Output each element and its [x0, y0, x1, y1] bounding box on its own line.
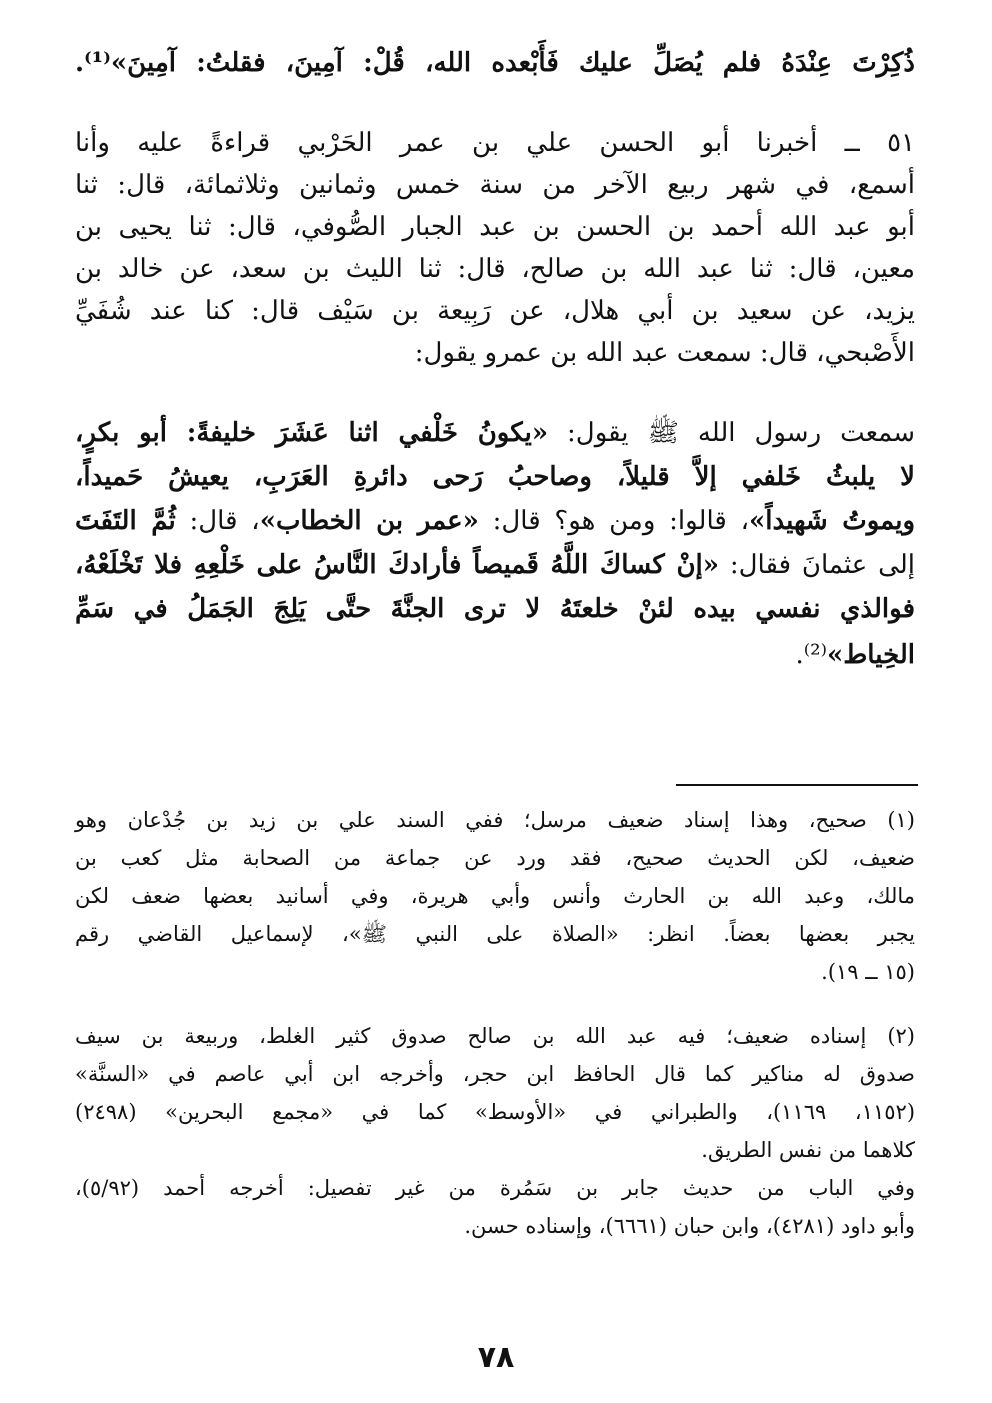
hadith-text-line-5: فوالذي نفسي بيده لئنْ خلعتَهُ لا ترى الجنَّةَ حتَّى يَلِجَ الجَمَلُ في سَمِّ: [75, 594, 915, 624]
hadith-text-line-3: [75, 506, 915, 537]
footnote-1-line-4: يجبر بعضها بعضاً. انظر: «الصلاة على النبي ﷺ»، لإسماعيل القاضي رقم: [75, 922, 915, 946]
hadith-51-line-1: ٥١ ــ أخبرنا أبو الحسن علي بن عمر الحَرْبي قراءةً عليه وأنا: [75, 128, 915, 158]
hadith-51-line-6: الأَصْبحي، قال: سمعت عبد الله بن عمرو يقول:: [414, 338, 915, 368]
narration-text: ، قال:: [175, 506, 260, 536]
hadith-text-line-6: [75, 640, 915, 671]
footnote-ref-2: ⁽²⁾.: [795, 640, 827, 670]
footnote-2-line-5: وفي الباب من حديث جابر بن سَمُرة من غير تفصيل: أخرجه أحمد (٥/٩٢)،: [75, 1176, 915, 1200]
footnote-2-line-3: (١١٥٢، ١١٦٩)، والطبراني في «الأوسط» كما في «مجمع البحرين» (٢٤٩٨): [75, 1100, 916, 1124]
footnote-2-line-2: صدوق له مناكير كما قال الحافظ ابن حجر، وأخرجه ابن أبي عاصم في «السنَّة»: [75, 1062, 915, 1086]
hadith-text-line-4: [75, 550, 915, 581]
prophet-quote: «يكونُ خَلْفي اثنا عَشَرَ خليفةً: أبو بكرٍ،: [75, 418, 549, 448]
footnote-1-line-2: ضعيف، لكن الحديث صحيح، فقد ورد عن جماعة من الصحابة مثل كعب بن: [75, 846, 915, 870]
hadith-51-line-3: أبو عبد الله أحمد بن الحسن بن عبد الجبار الصُّوفي، قال: ثنا يحيى بن: [75, 212, 915, 242]
narration-text: ثُمَّ التَفَتَ: [75, 506, 176, 536]
footnote-1-line-3: مالك، وعبد الله بن الحارث وأنس وأبي هريرة، وفي أسانيد بعضها ضعف لكن: [75, 884, 915, 908]
hadith-text-line-1: [75, 418, 915, 449]
hadith-51-line-2: أسمع، في شهر ربيع الآخر من سنة خمس وثمانين وثلاثمائة، قال: ثنا: [75, 170, 915, 200]
footnote-2-line-6: وأبو داود (٤٢٨١)، وابن حبان (٦٦٦١)، وإسناده حسن.: [464, 1214, 915, 1238]
footnote-1-line-5: (١٥ ــ ١٩).: [821, 960, 915, 984]
hadith-text-line-2: لا يلبثُ خَلفي إلاَّ قليلاً، وصاحبُ رَحى دائرةِ العَرَبِ، يعيشُ حَميداً،: [75, 462, 915, 492]
prophet-quote: الخِياط»: [827, 640, 915, 670]
hadith-intro: سمعت رسول الله ﷺ يقول:: [548, 418, 915, 448]
hadith-51-line-5: يزيد، عن سعيد بن أبي هلال، عن رَبِيعة بن سَيْف قال: كنا عند شُفَيِّ: [75, 296, 915, 326]
hadith-51-line-4: معين، قال: ثنا عبد الله بن صالح، قال: ثنا الليث بن سعد، عن خالد بن: [75, 254, 915, 284]
footnote-2-line-4: كلاهما من نفس الطريق.: [701, 1138, 915, 1162]
footnote-separator: [676, 784, 918, 786]
prophet-quote: «إنْ كساكَ اللَّهُ قَميصاً فأرادكَ النَّاسُ على خَلْعِهِ فلا تَخْلَعْهُ،: [75, 550, 720, 580]
prophet-quote: ويموتُ شَهيداً»: [748, 506, 916, 536]
footnote-2-line-1: (٢) إسناده ضعيف؛ فيه عبد الله بن صالح صدوق كثير الغلط، وربيعة بن سيف: [75, 1024, 915, 1048]
footnote-1-line-1: (١) صحيح، وهذا إسناد ضعيف مرسل؛ ففي السند علي بن زيد بن جُدْعان وهو: [75, 808, 915, 832]
text-line-1: ذُكِرْتَ عِنْدَهُ فلم يُصَلِّ عليك فَأَبْعده الله، قُلْ: آمِينَ، فقلتُ: آمِينَ»⁽¹⁾.: [75, 48, 915, 78]
page-number: ٧٨: [477, 1340, 515, 1375]
narration-text: ، قالوا: ومن هو؟ قال:: [478, 506, 749, 536]
narration-text: إلى عثمانَ فقال:: [719, 550, 915, 580]
prophet-quote: «عمر بن الخطاب»: [259, 506, 479, 536]
